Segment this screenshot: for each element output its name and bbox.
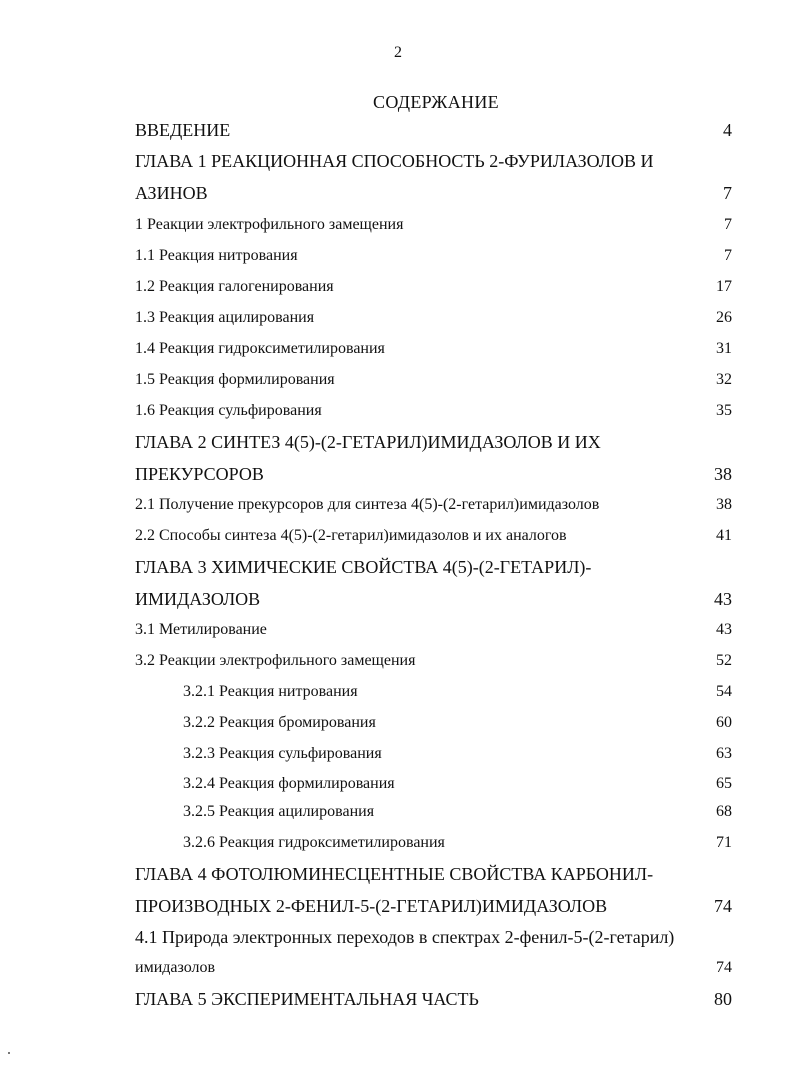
toc-entry-text: 3.2.4 Реакция формилирования: [183, 775, 395, 792]
toc-entry-text: 1 Реакции электрофильного замещения: [135, 216, 404, 233]
toc-entry-page: 32: [716, 371, 732, 388]
toc-entry-page: 38: [714, 464, 732, 484]
toc-entry-text: ГЛАВА 4 ФОТОЛЮМИНЕСЦЕНТНЫЕ СВОЙСТВА КАРБОНИЛ-: [135, 864, 654, 884]
toc-entry-page: 80: [714, 989, 732, 1009]
toc-entry: [0, 927, 796, 953]
toc-entry: [0, 834, 796, 860]
toc-entry: [0, 714, 796, 740]
toc-entry-text: 1.3 Реакция ацилирования: [135, 309, 315, 326]
toc-entry-page: 38: [716, 496, 732, 513]
toc-entry: [0, 464, 796, 490]
toc-entry: [0, 340, 796, 366]
toc-entry-text: 1.1 Реакция нитрования: [135, 247, 298, 264]
toc-entry-text: 3.2.3 Реакция сульфирования: [183, 745, 382, 762]
scan-speck: [8, 1052, 10, 1054]
toc-entry-page: 43: [716, 621, 732, 638]
toc-entry: [0, 683, 796, 709]
toc-entry-page: 43: [714, 589, 732, 609]
toc-entry: [0, 864, 796, 890]
toc-entry: [0, 745, 796, 771]
toc-entry-text: 3.2 Реакции электрофильного замещения: [135, 652, 416, 669]
toc-entry-page: 7: [724, 247, 732, 264]
toc-entry-text: 1.5 Реакция формилирования: [135, 371, 335, 388]
toc-entry-page: 74: [716, 959, 732, 976]
toc-entry: [0, 496, 796, 522]
toc-entry-text: ГЛАВА 1 РЕАКЦИОННАЯ СПОСОБНОСТЬ 2-ФУРИЛАЗОЛОВ И: [135, 151, 654, 171]
toc-entry-page: 71: [716, 834, 732, 851]
toc-entry: [0, 216, 796, 242]
toc-entry-page: 7: [723, 183, 732, 203]
toc-entry: [0, 247, 796, 273]
toc-entry: [0, 959, 796, 985]
toc-entry: [0, 557, 796, 583]
toc-entry-text: ПРЕКУРСОРОВ: [135, 464, 264, 484]
toc-entry-page: 54: [716, 683, 732, 700]
toc-entry: [0, 371, 796, 397]
toc-entry-text: ГЛАВА 5 ЭКСПЕРИМЕНТАЛЬНАЯ ЧАСТЬ: [135, 989, 479, 1009]
toc-entry: [0, 278, 796, 304]
toc-entry: [0, 989, 796, 1015]
toc-entry-text: АЗИНОВ: [135, 183, 208, 203]
toc-entry-text: ВВЕДЕНИЕ: [135, 120, 231, 140]
toc-entry-page: 52: [716, 652, 732, 669]
toc-title: СОДЕРЖАНИЕ: [373, 92, 499, 112]
page-number: 2: [394, 44, 402, 61]
toc-entry: [0, 402, 796, 428]
toc-entry-text: 3.2.2 Реакция бромирования: [183, 714, 376, 731]
toc-entry: [0, 775, 796, 801]
toc-entry-text: имидазолов: [135, 959, 216, 976]
toc-entry-text: 1.2 Реакция галогенирования: [135, 278, 334, 295]
toc-entry-page: 74: [714, 896, 732, 916]
toc-entry-text: ИМИДАЗОЛОВ: [135, 589, 261, 609]
toc-entry-page: 60: [716, 714, 732, 731]
toc-entry-text: ГЛАВА 2 СИНТЕЗ 4(5)-(2-ГЕТАРИЛ)ИМИДАЗОЛОВ И ИХ: [135, 432, 601, 452]
toc-entry: [0, 527, 796, 553]
toc-entry: [0, 432, 796, 458]
toc-entry-text: 1.4 Реакция гидроксиметилирования: [135, 340, 385, 357]
toc-entry-page: 68: [716, 803, 732, 820]
toc-entry-page: 65: [716, 775, 732, 792]
toc-entry: [0, 120, 796, 146]
toc-entry-text: 2.2 Способы синтеза 4(5)-(2-гетарил)имидазолов и их аналогов: [135, 527, 567, 544]
toc-entry-page: 7: [724, 216, 732, 233]
toc-entry: [0, 896, 796, 922]
toc-entry: [0, 621, 796, 647]
toc-entry-text: 3.2.6 Реакция гидроксиметилирования: [183, 834, 445, 851]
toc-entry-page: 26: [716, 309, 732, 326]
toc-entry-text: 3.2.5 Реакция ацилирования: [183, 803, 375, 820]
toc-entry: [0, 309, 796, 335]
toc-entry: [0, 183, 796, 209]
toc-entry-text: 3.1 Метилирование: [135, 621, 267, 638]
toc-entry-text: 1.6 Реакция сульфирования: [135, 402, 322, 419]
toc-entry-text: ПРОИЗВОДНЫХ 2-ФЕНИЛ-5-(2-ГЕТАРИЛ)ИМИДАЗОЛОВ: [135, 896, 608, 916]
toc-entry-page: 41: [716, 527, 732, 544]
toc-entry-page: 35: [716, 402, 732, 419]
toc-entry-page: 63: [716, 745, 732, 762]
toc-entry: [0, 652, 796, 678]
toc-entry: [0, 589, 796, 615]
toc-entry: [0, 803, 796, 829]
toc-entry-text: ГЛАВА 3 ХИМИЧЕСКИЕ СВОЙСТВА 4(5)-(2-ГЕТАРИЛ)-: [135, 557, 592, 577]
toc-entry: [0, 151, 796, 177]
toc-entry-text: 4.1 Природа электронных переходов в спектрах 2-фенил-5-(2-гетарил): [135, 927, 675, 947]
toc-entry-text: 3.2.1 Реакция нитрования: [183, 683, 358, 700]
toc-entry-page: 17: [716, 278, 732, 295]
toc-entry-page: 31: [716, 340, 732, 357]
toc-entry-text: 2.1 Получение прекурсоров для синтеза 4(5)-(2-гетарил)имидазолов: [135, 496, 600, 513]
toc-entry-page: 4: [723, 120, 732, 140]
